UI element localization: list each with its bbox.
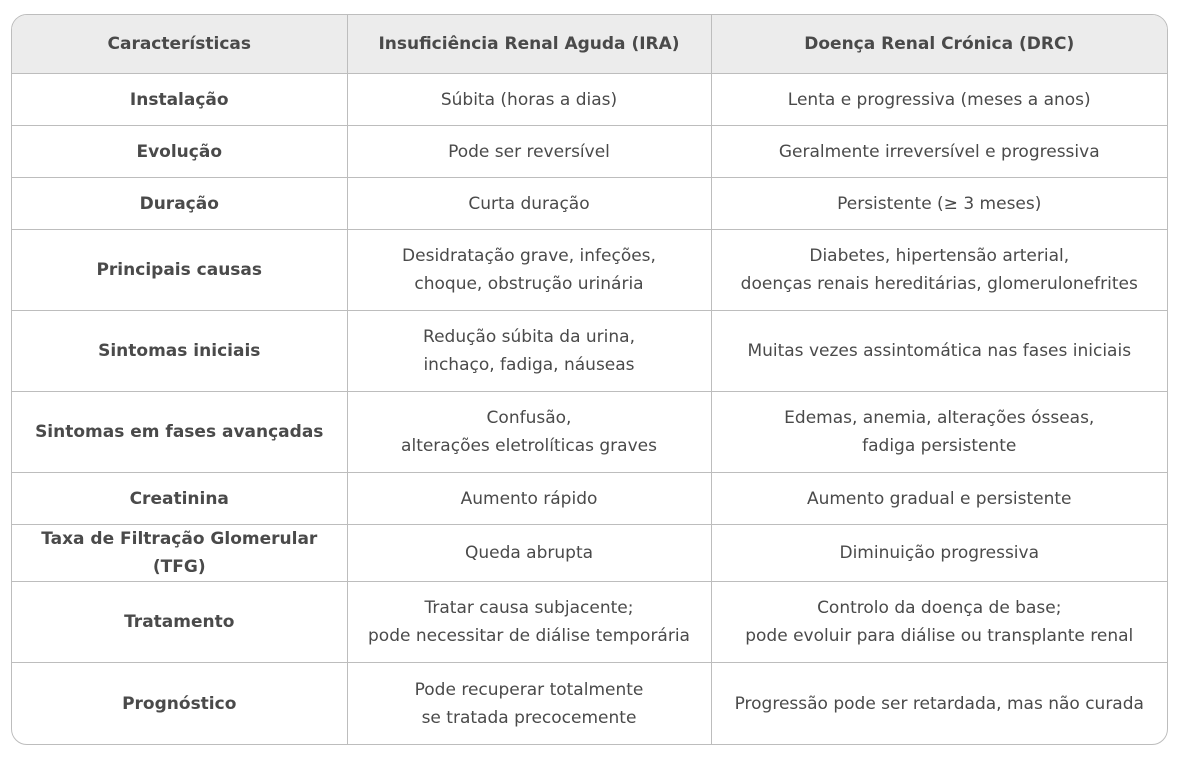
- table-row: [12, 525, 1167, 582]
- cell-line: Geralmente irreversível e progressiva: [778, 141, 1100, 162]
- cell-line: Aumento rápido: [460, 488, 598, 509]
- cell-line: Lenta e progressiva (meses a anos): [787, 89, 1091, 110]
- row-ira-value: [347, 582, 711, 663]
- row-drc-value: [711, 392, 1167, 473]
- header-ira: Insuficiência Renal Aguda (IRA): [347, 15, 711, 74]
- cell-line: Pode ser reversível: [448, 141, 610, 162]
- row-ira-value: [347, 311, 711, 392]
- row-drc-value: [711, 230, 1167, 311]
- cell-line: pode necessitar de diálise temporária: [368, 626, 690, 647]
- row-drc-value: [711, 74, 1167, 126]
- row-feature: Creatinina: [12, 473, 347, 525]
- cell-line: Pode recuperar totalmente: [414, 679, 644, 700]
- row-ira-value: [347, 473, 711, 525]
- cell-line: Controlo da doença de base;: [817, 598, 1062, 619]
- cell-line: Redução súbita da urina,: [423, 327, 635, 348]
- cell-line: Diabetes, hipertensão arterial,: [809, 246, 1070, 267]
- row-feature: Tratamento: [12, 582, 347, 663]
- row-feature: Prognóstico: [12, 663, 347, 744]
- row-feature: Duração: [12, 178, 347, 230]
- row-ira-value: [347, 230, 711, 311]
- cell-line: inchaço, fadiga, náuseas: [423, 355, 635, 376]
- row-drc-value: [711, 311, 1167, 392]
- cell-line: doenças renais hereditárias, glomerulonefrites: [740, 274, 1138, 295]
- header-drc: Doença Renal Crónica (DRC): [711, 15, 1167, 74]
- row-drc-value: [711, 663, 1167, 744]
- row-ira-value: [347, 392, 711, 473]
- cell-line: Edemas, anemia, alterações ósseas,: [784, 408, 1095, 429]
- row-feature: Principais causas: [12, 230, 347, 311]
- cell-line: Súbita (horas a dias): [440, 89, 618, 110]
- cell-line: Curta duração: [468, 193, 590, 214]
- cell-line: Aumento gradual e persistente: [806, 488, 1072, 509]
- comparison-table-container: [11, 14, 1168, 745]
- table-header-row: [12, 15, 1167, 74]
- cell-line: Desidratação grave, infeções,: [402, 246, 656, 267]
- cell-line: Muitas vezes assintomática nas fases iniciais: [747, 341, 1132, 362]
- table-row: [12, 178, 1167, 230]
- table-row: [12, 663, 1167, 744]
- comparison-table: [12, 15, 1167, 744]
- table-row: [12, 74, 1167, 126]
- table-row: [12, 392, 1167, 473]
- cell-line: Diminuição progressiva: [839, 543, 1040, 564]
- cell-line: choque, obstrução urinária: [414, 274, 644, 295]
- cell-line: Persistente (≥ 3 meses): [837, 193, 1042, 214]
- table-row: [12, 582, 1167, 663]
- cell-line: fadiga persistente: [862, 436, 1017, 457]
- row-ira-value: [347, 525, 711, 582]
- row-drc-value: [711, 178, 1167, 230]
- row-feature: Evolução: [12, 126, 347, 178]
- row-feature: Taxa de Filtração Glomerular (TFG): [12, 525, 347, 582]
- cell-line: Tratar causa subjacente;: [424, 598, 634, 619]
- row-ira-value: [347, 74, 711, 126]
- cell-line: Confusão,: [486, 408, 572, 429]
- cell-line: se tratada precocemente: [421, 707, 637, 728]
- row-ira-value: [347, 126, 711, 178]
- row-feature: Instalação: [12, 74, 347, 126]
- row-drc-value: [711, 525, 1167, 582]
- table-row: [12, 311, 1167, 392]
- table-row: [12, 473, 1167, 525]
- cell-line: pode evoluir para diálise ou transplante renal: [745, 626, 1134, 647]
- row-feature: Sintomas em fases avançadas: [12, 392, 347, 473]
- header-characteristics: Características: [12, 15, 347, 74]
- table-row: [12, 230, 1167, 311]
- row-ira-value: [347, 663, 711, 744]
- row-drc-value: [711, 126, 1167, 178]
- row-drc-value: [711, 473, 1167, 525]
- row-feature: Sintomas iniciais: [12, 311, 347, 392]
- cell-line: Progressão pode ser retardada, mas não curada: [734, 693, 1144, 714]
- row-drc-value: [711, 582, 1167, 663]
- table-row: [12, 126, 1167, 178]
- row-ira-value: [347, 178, 711, 230]
- cell-line: Queda abrupta: [464, 543, 594, 564]
- cell-line: alterações eletrolíticas graves: [401, 436, 657, 457]
